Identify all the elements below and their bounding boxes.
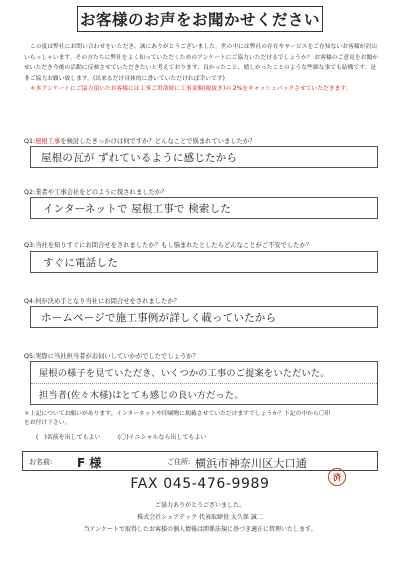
intro-text (24, 42, 380, 95)
stamp-seal: 済 (328, 468, 346, 486)
answer-1-text: 屋根の瓦が ずれているように感じたから (41, 152, 238, 164)
answer-box-3[interactable] (30, 251, 378, 273)
name-label: お名前: (29, 458, 53, 466)
answer-3-text: すぐに電話した (43, 257, 118, 269)
customer-address[interactable]: 横浜市神奈川区大口通 (195, 457, 307, 470)
question-3: Q3:当社を知りすぐにお問合せをされましたか？もし悩まれたとしたらどんなことがご不安でしたか？ (24, 242, 313, 249)
name-address-row (22, 451, 378, 471)
thanks-text: ご協力ありがとうございました。 (154, 502, 245, 509)
publish-permission-note: ＊上記についてお願いがあります。インターネットや印刷物に掲載させていただけますでしょうか？下記の中から〇印 をお付け下さい。 (24, 411, 331, 426)
answer-4-text: ホームページで施工事例が詳しく載っていたから (41, 312, 277, 324)
intro-paragraph: この度は弊社にお問い合わせをいただき、誠にありがとうございました。世の中には弊社の存在やサービスをご存知ないお客様が沢山いらっしゃいます。その方たちに弊社をよく知っていただくためのアンケートにご協力いただけるでしょうか？ お客様のご意見をお聞かせいただき今後の活動に反映させていただきたいと考えております。良かったこと、嬉しかったことのような些細な事でも結構です。是非ご協力お願い致します。(出来るだけ具体的に書いていただければ幸いです) (24, 44, 379, 82)
answer-2-text: インターネットで 屋根工事で 検索した (43, 203, 232, 215)
answer-divider (31, 383, 377, 384)
page-title: お客様のお声をお聞かせください (77, 6, 323, 32)
fax-number: FAX 045-476-9989 (130, 476, 270, 492)
answer-5-line-1: 屋根の様子を見ていただき、いくつかの工事のご提案をいただいた。 (39, 368, 330, 379)
answer-box-1[interactable] (30, 146, 378, 168)
question-5: Q5:実際に当社担当者がお伺いしていかがでしたでしょうか？ (24, 353, 199, 360)
answer-box-2[interactable] (30, 197, 378, 219)
option-initial-ok[interactable]: (〇)イニシャルなら出してもよい (118, 434, 207, 441)
question-4: Q4:何が決め手となり当社にお問合せをされましたか？ (24, 298, 180, 305)
privacy-notice: 当アンケートで取得したお客様の個人情報は関係法規に基づき適正に管理いたします。 (83, 526, 317, 533)
answer-5-line-2: 担当者(佐々木様)はとても感じの良い方だった。 (39, 390, 244, 401)
company-line: 株式会社シェアテック 代表取締役 大久保 誠二 (137, 514, 263, 521)
answer-box-5[interactable] (30, 361, 378, 405)
question-1: Q1:屋根工事を検討したきっかけは何ですか？どんなことで悩まれていましたか？ (24, 138, 256, 145)
customer-name[interactable]: F 様 (77, 456, 102, 470)
answer-box-4[interactable] (30, 306, 378, 328)
question-2: Q2:業者や工事会社をどのように探されましたか？ (24, 189, 168, 196)
option-name-ok[interactable]: ( )名前を出してもよい (36, 434, 101, 441)
cashback-notice: ＊本アンケートにご協力頂いたお客様には工事ご用命時に工事金額(税抜き)の 2%をキャッシュバックさせていただきます。 (30, 86, 352, 93)
address-label: ご住所: (167, 458, 191, 466)
